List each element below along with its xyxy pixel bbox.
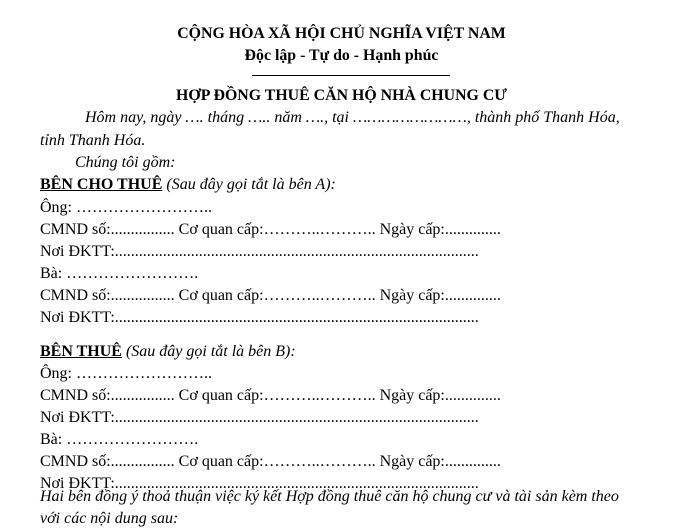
party-b-address-2: Nơi ĐKTT:........................................................................................... — [40, 475, 479, 492]
party-b-cmnd-1: CMND số:................ Cơ quan cấp:………..……….. Ngày cấp:.............. — [40, 387, 501, 404]
party-b-address-1: Nơi ĐKTT:........................................................................................... — [40, 409, 479, 426]
party-a-heading: BÊN CHO THUÊ — [40, 176, 163, 193]
party-a-note: (Sau đây gọi tắt là bên A): — [162, 176, 336, 193]
national-title: CỘNG HÒA XÃ HỘI CHỦ NGHĨA VIỆT NAM — [177, 25, 506, 42]
motto-underline — [252, 75, 450, 76]
party-b-cmnd-2: CMND số:................ Cơ quan cấp:………..……….. Ngày cấp:.............. — [40, 453, 501, 470]
contract-title: HỢP ĐỒNG THUÊ CĂN HỘ NHÀ CHUNG CƯ — [176, 87, 507, 104]
party-a-mr: Ông: …………………….. — [40, 199, 212, 216]
agreement-line-1: Hai bên đồng ý thoả thuận việc ký kết Hợp đồng thuê căn hộ chung cư và tài sản kèm theo — [40, 488, 619, 505]
party-b-heading-line — [40, 342, 296, 362]
party-a-address-1: Nơi ĐKTT:........................................................................................... — [40, 243, 479, 260]
party-a-cmnd-1: CMND số:................ Cơ quan cấp:………..……….. Ngày cấp:.............. — [40, 221, 501, 238]
party-b-mr: Ông: …………………….. — [40, 365, 212, 382]
party-b-mrs: Bà: ……………………. — [40, 431, 199, 448]
party-a-cmnd-2: CMND số:................ Cơ quan cấp:………..……….. Ngày cấp:.............. — [40, 287, 501, 304]
intro-we: Chúng tôi gồm: — [75, 154, 176, 171]
party-b-heading: BÊN THUÊ — [40, 343, 122, 360]
intro-line-2: tỉnh Thanh Hóa. — [40, 132, 146, 149]
party-a-address-2: Nơi ĐKTT:........................................................................................... — [40, 309, 479, 326]
agreement-line-2: với các nội dung sau: — [40, 510, 179, 527]
party-a-heading-line — [40, 175, 336, 195]
intro-line-1: Hôm nay, ngày …. tháng ….. năm …., tại ……………………, thành phố Thanh Hóa, — [85, 109, 620, 126]
party-b-note: (Sau đây gọi tắt là bên B): — [121, 343, 296, 360]
national-motto: Độc lập - Tự do - Hạnh phúc — [244, 47, 439, 64]
party-a-mrs: Bà: ……………………. — [40, 265, 199, 282]
